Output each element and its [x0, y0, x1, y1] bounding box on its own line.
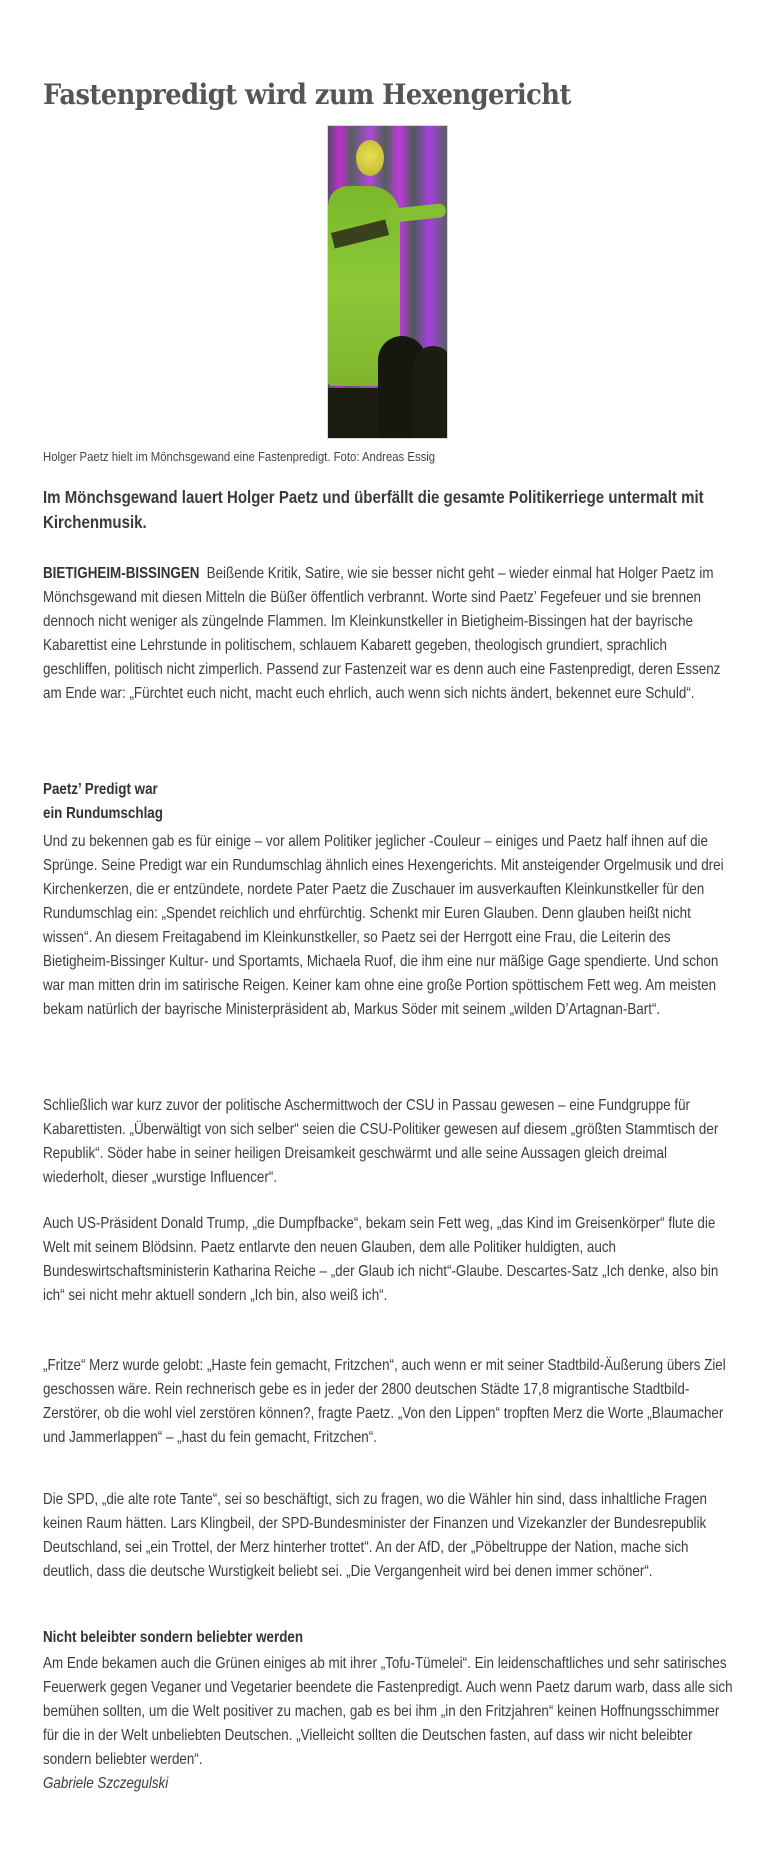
subheading: Nicht beleibter sondern beliebter werden — [43, 1629, 304, 1646]
article-paragraph-3 — [43, 1094, 733, 1190]
subheading-line: ein Rundumschlag — [43, 805, 163, 822]
article-paragraph-6 — [43, 1488, 733, 1584]
article-section-2 — [43, 1626, 733, 1796]
article-photo[interactable] — [327, 125, 448, 439]
paragraph: „Fritze“ Merz wurde gelobt: „Haste fein gemacht, Fritzchen“, auch wenn er mit seiner Stadtbild-Äußerung übers Ziel geschossen wäre. Rein rechnerisch gebe es in jeder der 2800 deutschen Städte 17,8 migrantische Stadtbild-Zerstörer, ob die wohl viel zerstören können?, fragte Paetz. „Von den Lippen“ tropften Merz die Worte „Blaumacher und Jammerlappen“ – „hast du fein gemacht, Fritzchen“. — [43, 1357, 726, 1446]
paragraph: Die SPD, „die alte rote Tante“, sei so beschäftigt, sich zu fragen, wo die Wähler hin sind, dass inhaltliche Fragen keinen Raum hätten. Lars Klingbeil, der SPD-Bundesminister der Finanzen und Vizekanzler der Bundesrepublik Deutschland, sei „ein Trottel, der Merz hinterher trottet“. An der AfD, der „Pöbeltruppe der Nation, mache sich deutlich, dass die deutsche Wurstigkeit beliebt sei. „Die Vergangenheit wird bei denen immer schöner“. — [43, 1491, 707, 1580]
paragraph: Schließlich war kurz zuvor der politische Aschermittwoch der CSU in Passau gewesen – eine Fundgruppe für Kabarettisten. „Überwältigt von sich selber“ seien die CSU-Politiker gewesen auf diesem „größten Stammtisch der Republik“. Söder habe in seiner heiligen Dreisamkeit geschwärmt und alle seine Aussagen gleich dreimal wiederholt, dieser „wurstige Influencer“. — [43, 1097, 719, 1186]
paragraph: Auch US-Präsident Donald Trump, „die Dumpfbacke“, bekam sein Fett weg, „das Kind im Greisenkörper“ flute die Welt mit seinem Blödsinn. Paetz entlarvte den neuen Glauben, dem alle Politiker huldigten, auch Bundeswirtschaftsministerin Katharina Reiche – „der Glaub ich nicht“-Glaube. Descartes-Satz „Ich denke, also bin ich“ sei nicht mehr aktuell sondern „Ich bin, also weiß ich“. — [43, 1215, 719, 1304]
author-byline: Gabriele Szczegulski — [43, 1775, 169, 1792]
article-lead: Im Mönchsgewand lauert Holger Paetz und überfällt die gesamte Politikerriege untermalt mit Kirchenmusik. — [43, 487, 704, 532]
article-paragraph-4 — [43, 1212, 733, 1308]
article-title: Fastenpredigt wird zum Hexengericht — [43, 78, 571, 111]
subheading — [43, 778, 733, 826]
subheading-line: Paetz’ Predigt war — [43, 781, 158, 798]
dateline: BIETIGHEIM-BISSINGEN — [43, 565, 200, 582]
article-body-intro — [43, 562, 733, 706]
article-section-1 — [43, 778, 733, 1022]
paragraph: Am Ende bekamen auch die Grünen einiges ab mit ihrer „Tofu-Tümelei“. Ein leidenschaftliches und sehr satirisches Feuerwerk gegen Veganer und Vegetarier beendete die Fastenpredigt. Auch wenn Paetz darum warb, dass alle sich bemühen sollten, um die Welt positiver zu machen, gab es bei ihm „in den Fritzjahren“ keinen Hoffnungsschimmer für die in der Welt unbeliebten Deutschen. „Vielleicht sollten die Deutschen fasten, auf dass wir nicht beleibter sondern beliebter werden“. — [43, 1655, 733, 1768]
photo-figure-head — [356, 140, 384, 176]
paragraph: Und zu bekennen gab es für einige – vor allem Politiker jeglicher -Couleur – einiges und Paetz half ihnen auf die Sprünge. Seine Predigt war ein Rundumschlag ähnlich eines Hexengerichts. Mit ansteigender Orgelmusik und drei Kirchenkerzen, die er entzündete, nordete Pater Paetz die Zuschauer im ausverkauften Kleinkunstkeller für den Rundumschlag ein: „Spendet reichlich und ehrfürchtig. Schenkt mir Euren Glauben. Denn glauben heißt nicht wissen“. An diesem Freitagabend im Kleinkunstkeller, so Paetz sei der Herrgott eine Frau, die Leiterin des Bietigheim-Bissinger Kultur- und Sportamts, Michaela Ruof, die ihm eine nur mäßige Gage spendierte. Und schon war man mitten drin im satirische Reigen. Keiner kam ohne eine große Portion spöttischem Fett weg. Am meisten bekam natürlich der bayrische Ministerpräsident ab, Markus Söder mit seinem „wilden D’Artagnan-Bart“. — [43, 833, 724, 1018]
photo-caption: Holger Paetz hielt im Mönchsgewand eine Fastenpredigt. Foto: Andreas Essig — [43, 449, 436, 464]
paragraph-text: Beißende Kritik, Satire, wie sie besser nicht geht – wieder einmal hat Holger Paetz im Mönchsgewand mit diesen Mitteln die Büßer öffentlich verbrannt. Worte sind Paetz’ Fegefeuer und sie brennen dennoch nicht weniger als züngelnde Flammen. Im Kleinkunstkeller in Bietigheim-Bissingen hat der bayrische Kabarettist eine Lehrstunde in politischem, schlauem Kabarett gegeben, theologisch grundiert, sprachlich geschliffen, politisch nicht zimperlich. Passend zur Fastenzeit war es denn auch eine Fastenpredigt, deren Essenz am Ende war: „Fürchtet euch nicht, macht euch ehrlich, auch wenn sich nichts ändert, bekennet eure Schuld“. — [43, 565, 721, 702]
photo-audience — [413, 346, 448, 439]
article-paragraph-5 — [43, 1354, 733, 1450]
paragraph — [43, 562, 733, 706]
